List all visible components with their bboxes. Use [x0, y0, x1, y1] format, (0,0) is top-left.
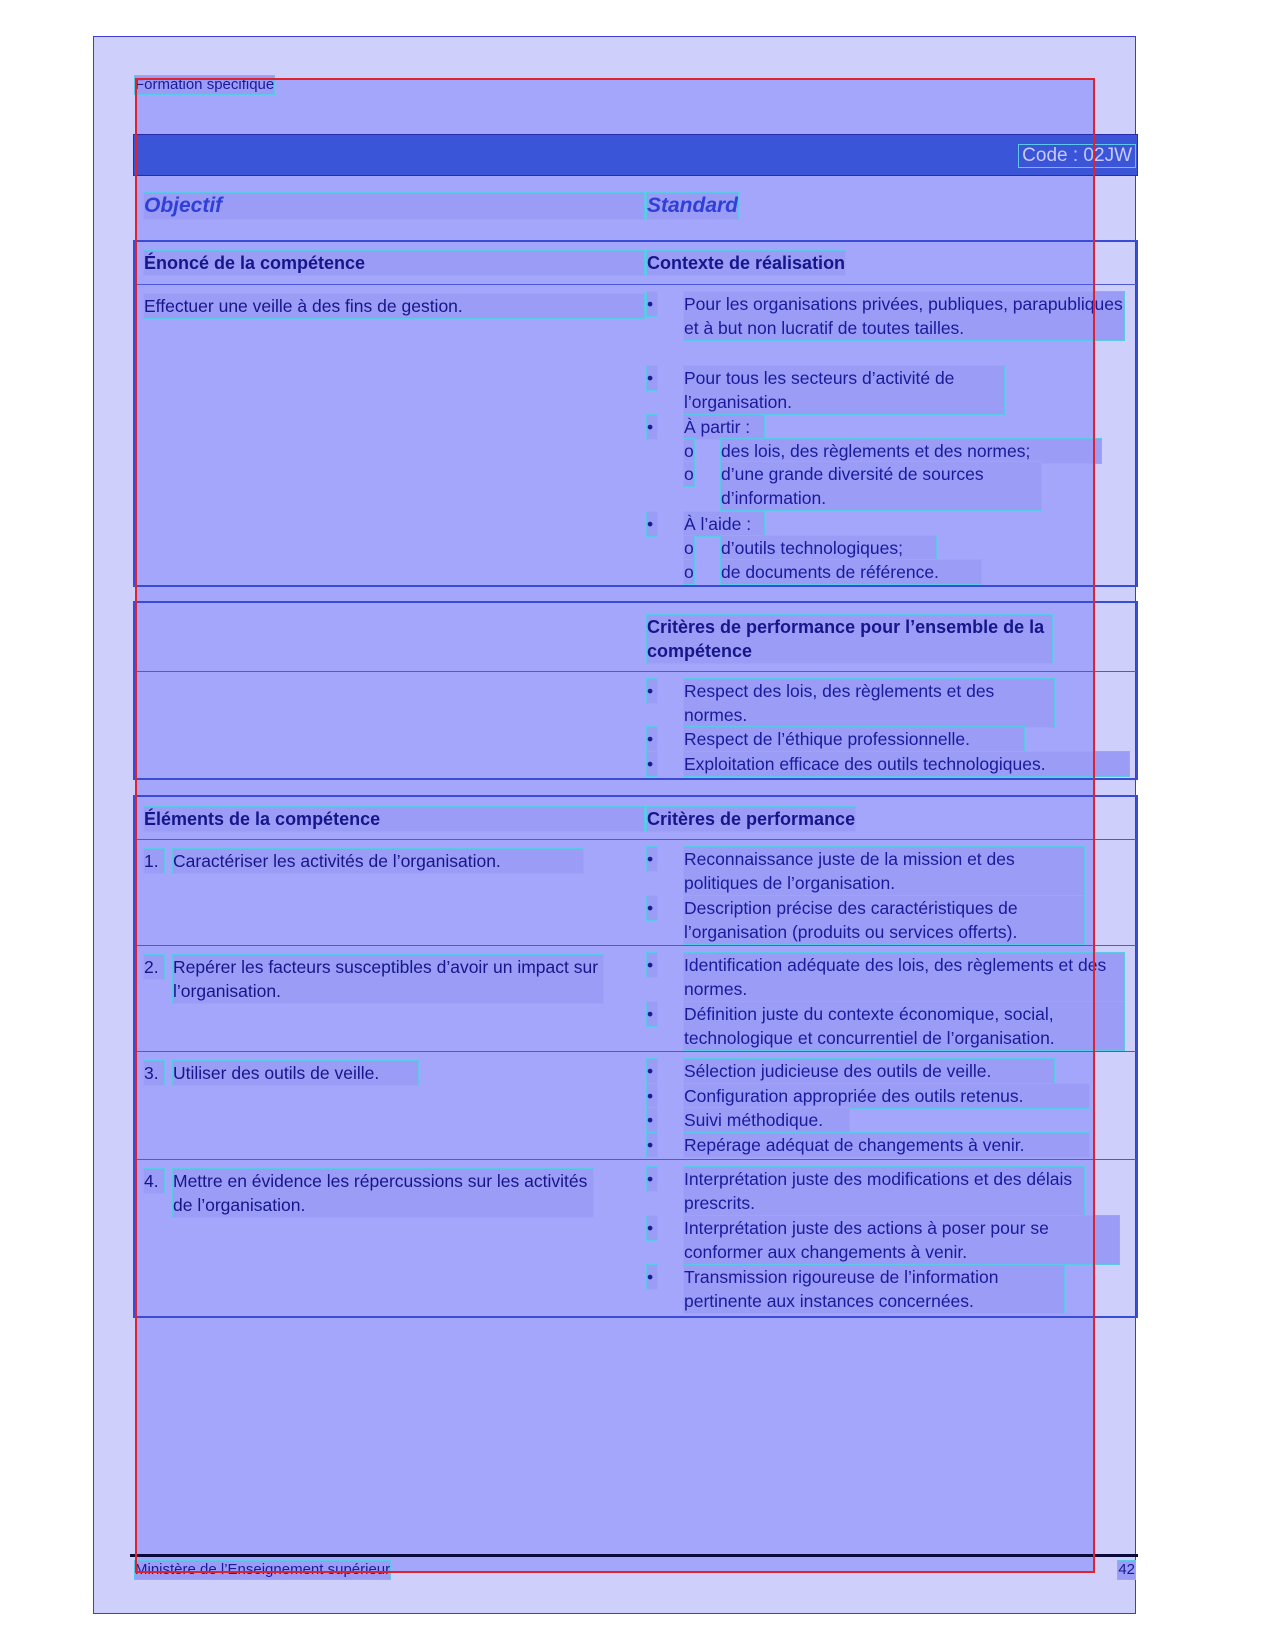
- competence-section: [133, 240, 1138, 587]
- bullet: •: [647, 1133, 657, 1157]
- bullet: •: [647, 896, 657, 920]
- global-criteria-title: Critères de performance pour l’ensemble de la compétence: [647, 615, 1052, 663]
- criterion-text: Configuration appropriée des outils retenus.: [684, 1084, 1089, 1108]
- bullet: •: [647, 1084, 657, 1108]
- code-bar: [133, 134, 1138, 176]
- bullet: •: [647, 953, 657, 977]
- context-text: À partir :: [684, 415, 764, 439]
- program-code: Code : 02JW: [1019, 145, 1135, 167]
- criterion-text: Interprétation juste des modifications et des délais prescrits.: [684, 1167, 1084, 1215]
- criterion-text: Définition juste du contexte économique, social, technologique et concurrentiel de l’organisation.: [684, 1002, 1124, 1050]
- criterion-text: Suivi méthodique.: [684, 1108, 849, 1132]
- context-text: Pour tous les secteurs d’activité de l’organisation.: [684, 366, 1004, 414]
- element-number: 1.: [144, 849, 164, 873]
- criterion-text: Transmission rigoureuse de l’information pertinente aux instances concernées.: [684, 1265, 1064, 1313]
- bullet: •: [647, 1265, 657, 1289]
- context-text: Pour les organisations privées, publiques, parapubliques et à but non lucratif de toutes tailles.: [684, 294, 1123, 338]
- context-subtext: des lois, des règlements et des normes;: [721, 439, 1101, 463]
- footer-rule: [130, 1554, 1138, 1557]
- page-number: 42: [1118, 1561, 1135, 1578]
- context-title: Contexte de réalisation: [647, 253, 846, 273]
- bullet: •: [647, 366, 657, 390]
- element-number: 2.: [144, 955, 164, 979]
- bullet: •: [647, 415, 657, 439]
- row-divider: [135, 1051, 1136, 1052]
- element-number: 3.: [144, 1061, 164, 1085]
- criterion-text: Sélection judicieuse des outils de veille.: [684, 1059, 1054, 1083]
- bullet: •: [647, 727, 657, 751]
- bullet: •: [647, 1059, 657, 1083]
- bullet: •: [647, 679, 657, 703]
- criterion-text: Respect des lois, des règlements et des normes.: [684, 679, 1054, 727]
- performance-title: Critères de performance: [647, 809, 856, 829]
- bullet: •: [647, 1108, 657, 1132]
- running-header: Formation spécifique: [135, 76, 275, 93]
- context-subtext: d’une grande diversité de sources d’information.: [721, 462, 1041, 510]
- element-number: 4.: [144, 1169, 164, 1193]
- bullet: •: [647, 1167, 657, 1191]
- elements-section: [133, 795, 1138, 1318]
- criterion-text: Repérage adéquat de changements à venir.: [684, 1133, 1089, 1157]
- standard-header: Standard: [647, 194, 739, 217]
- sub-bullet: o: [684, 562, 694, 582]
- element-text: Utiliser des outils de veille.: [173, 1061, 418, 1085]
- bullet: •: [647, 292, 657, 316]
- row-divider: [135, 671, 1136, 672]
- row-divider: [135, 1159, 1136, 1160]
- sub-bullet: o: [684, 538, 694, 558]
- competence-statement: Effectuer une veille à des fins de gestion.: [144, 294, 644, 318]
- row-divider: [135, 284, 1136, 285]
- global-criteria-section: [133, 601, 1138, 780]
- bullet: •: [647, 847, 657, 871]
- footer-ministry: Ministère de l’Enseignement supérieur: [135, 1561, 391, 1578]
- row-divider: [135, 945, 1136, 946]
- criterion-text: Description précise des caractéristiques de l’organisation (produits ou services offerts).: [684, 896, 1084, 944]
- element-text: Caractériser les activités de l’organisation.: [173, 849, 583, 873]
- context-subtext: d’outils technologiques;: [721, 536, 936, 560]
- context-text: À l’aide :: [684, 512, 764, 536]
- row-divider: [135, 839, 1136, 840]
- criterion-text: Reconnaissance juste de la mission et des politiques de l’organisation.: [684, 847, 1084, 895]
- objective-header: Objectif: [144, 193, 644, 219]
- element-text: Repérer les facteurs susceptibles d’avoir un impact sur l’organisation.: [173, 955, 603, 1003]
- bullet: •: [647, 512, 657, 536]
- bullet: •: [647, 752, 657, 776]
- elements-title: Éléments de la compétence: [144, 807, 644, 831]
- criterion-text: Interprétation juste des actions à poser pour se conformer aux changements à venir.: [684, 1216, 1119, 1264]
- element-text: Mettre en évidence les répercussions sur les activités de l’organisation.: [173, 1169, 593, 1217]
- criterion-text: Respect de l’éthique professionnelle.: [684, 727, 1024, 751]
- sub-bullet: o: [684, 464, 694, 484]
- criterion-text: Exploitation efficace des outils technologiques.: [684, 752, 1129, 776]
- bullet: •: [647, 1002, 657, 1026]
- criterion-text: Identification adéquate des lois, des règlements et des normes.: [684, 953, 1124, 1001]
- context-subtext: de documents de référence.: [721, 560, 981, 584]
- bullet: •: [647, 1216, 657, 1240]
- sub-bullet: o: [684, 441, 694, 461]
- competence-title: Énoncé de la compétence: [144, 251, 644, 275]
